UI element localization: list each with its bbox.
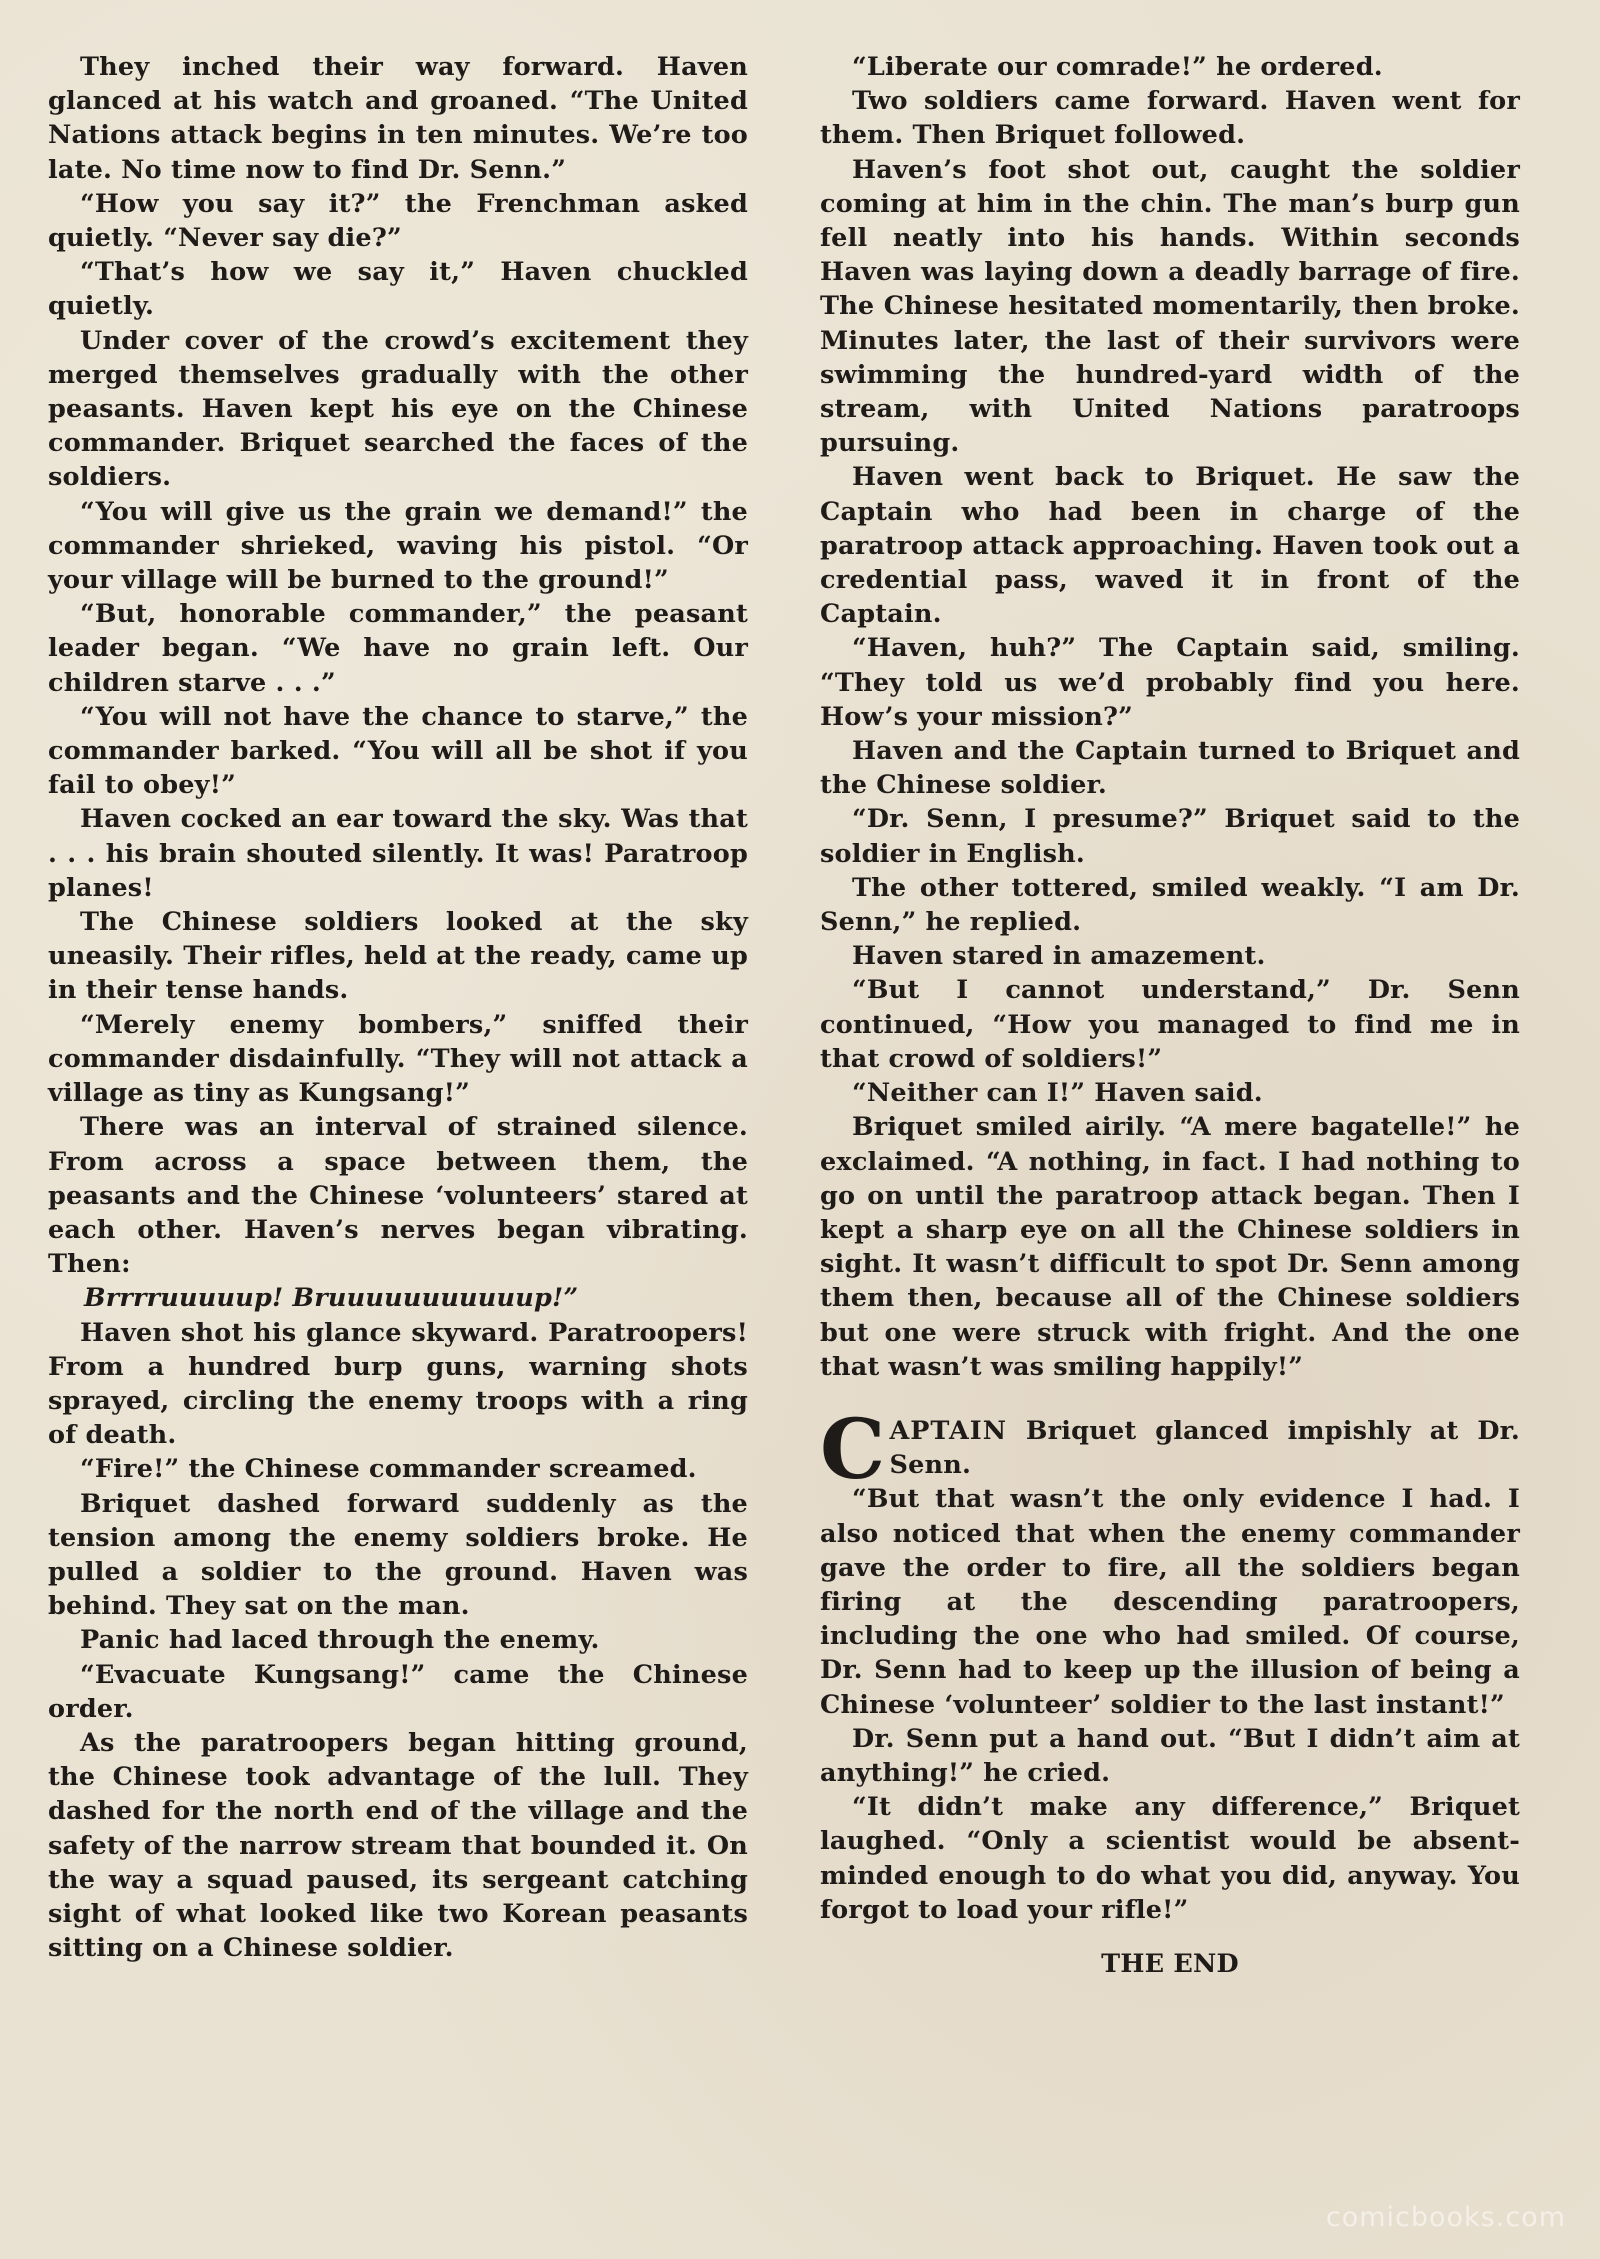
paragraph: “Evacuate Kungsang!” came the Chinese order. [48, 1659, 748, 1724]
paragraph: Haven and the Captain turned to Briquet and the Chinese soldier. [820, 736, 1520, 801]
paragraph: Haven’s foot shot out, caught the soldier coming at him in the chin. The man’s burp gun fell neatly into his hands. Within seconds Haven was laying down a deadly barrage of fire. The Chinese hesitated momentarily, then broke. Minutes later, the last of their survivors were swimming the hundred-yard width of the stream, with United Nations paratroops pursuing. [820, 154, 1520, 459]
lead-in-caps: APTAIN [889, 1415, 1008, 1446]
the-end-label: THE END [1101, 1948, 1239, 1979]
paragraph: Haven stared in amazement. [852, 941, 1266, 972]
paragraph: “But that wasn’t the only evidence I had. I also noticed that when the enemy commander gave the order to fire, all the soldiers began firing at the descending paratroopers, including the one who had smiled. Of course, Dr. Senn had to keep up the illusion of being a Chinese ‘volunteer’ soldier to the last instant!” [820, 1484, 1520, 1720]
paragraph: They inched their way forward. Haven glanced at his watch and groaned. “The United Nations attack begins in ten minutes. We’re too late. No time now to find Dr. Senn.” [48, 52, 748, 185]
site-watermark: comicbooks.com [1325, 2202, 1566, 2233]
drop-cap-letter: C [820, 1401, 886, 1498]
paragraph: Under cover of the crowd’s excitement they merged themselves gradually with the other peasants. Haven kept his eye on the Chinese commander. Briquet searched the faces of the soldiers. [48, 325, 748, 493]
paragraph: “It didn’t make any difference,” Briquet laughed. “Only a scientist would be absent-minded enough to do what you did, anyway. You forgot to load your rifle!” [820, 1792, 1520, 1925]
paragraph: Haven cocked an ear toward the sky. Was that . . . his brain shouted silently. It was! Paratroop planes! [48, 804, 748, 903]
right-text-column [820, 50, 1520, 1981]
paragraph: Panic had laced through the enemy. [80, 1625, 600, 1656]
paragraph: As the paratroopers began hitting ground, the Chinese took advantage of the lull. They dashed for the north end of the village and the safety of the narrow stream that bounded it. On the way a squad paused, its sergeant catching sight of what looked like two Korean peasants sitting on a Chinese soldier. [48, 1727, 748, 1964]
sound-effect-line: Brrrruuuuup! Bruuuuuuuuuuup!” [84, 1283, 579, 1314]
paragraph: “Merely enemy bombers,” sniffed their commander disdainfully. “They will not attack a village as tiny as Kungsang!” [48, 1009, 748, 1109]
paragraph: “Haven, huh?” The Captain said, smiling. “They told us we’d probably find you here. How’s your mission?” [820, 633, 1520, 732]
paragraph: Dr. Senn put a hand out. “But I didn’t aim at anything!” he cried. [820, 1723, 1520, 1788]
left-text-column [48, 50, 748, 1965]
paragraph: “Dr. Senn, I presume?” Briquet said to the soldier in English. [820, 804, 1520, 869]
paragraph: “But, honorable commander,” the peasant leader began. “We have no grain left. Our children starve . . .” [48, 599, 748, 698]
paragraph: “But I cannot understand,” Dr. Senn continued, “How you managed to find me in that crowd of soldiers!” [820, 975, 1520, 1074]
paragraph: “You will not have the chance to starve,” the commander barked. “You will all be shot if you fail to obey!” [48, 701, 748, 801]
paragraph: The Chinese soldiers looked at the sky uneasily. Their rifles, held at the ready, came up in their tense hands. [48, 907, 748, 1006]
paragraph: “Liberate our comrade!” he ordered. [852, 52, 1383, 82]
paragraph: “You will give us the grain we demand!” the commander shrieked, waving his pistol. “Or your village will be burned to the ground!” [48, 496, 748, 596]
paragraph: Briquet smiled airily. “A mere bagatelle!” he exclaimed. “A nothing, in fact. I had nothing to go on until the paratroop attack began. Then I kept a sharp eye on all the Chinese soldiers in sight. It wasn’t difficult to spot Dr. Senn among them then, because all of the Chinese soldiers but one were struck with fright. And the one that wasn’t was smiling happily!” [820, 1112, 1520, 1382]
paragraph: “How you say it?” the Frenchman asked quietly. “Never say die?” [48, 188, 748, 254]
paragraph: “That’s how we say it,” Haven chuckled quietly. [48, 257, 748, 322]
paragraph: Haven shot his glance skyward. Paratroopers! From a hundred burp guns, warning shots sprayed, circling the enemy troops with a ring of death. [48, 1317, 748, 1451]
paragraph: Two soldiers came forward. Haven went for them. Then Briquet followed. [820, 86, 1520, 151]
paragraph: “Fire!” the Chinese commander screamed. [80, 1454, 697, 1485]
paragraph: There was an interval of strained silence. From across a space between them, the peasants and the Chinese ‘volunteers’ stared at each other. Haven’s nerves began vibrating. Then: [48, 1112, 748, 1280]
paragraph: “Neither can I!” Haven said. [852, 1078, 1263, 1109]
paragraph: Briquet dashed forward suddenly as the tension among the enemy soldiers broke. He pulled a soldier to the ground. Haven was behind. They sat on the man. [48, 1488, 748, 1622]
paragraph: The other tottered, smiled weakly. “I am Dr. Senn,” he replied. [820, 872, 1520, 938]
paragraph-text: Briquet glanced impishly at Dr. Senn. [889, 1415, 1520, 1481]
paragraph: Haven went back to Briquet. He saw the Captain who had been in charge of the paratroop attack approaching. Haven took out a credential pass, waved it in front of the Captain. [820, 462, 1520, 630]
section-opening-paragraph [820, 1401, 1520, 1498]
